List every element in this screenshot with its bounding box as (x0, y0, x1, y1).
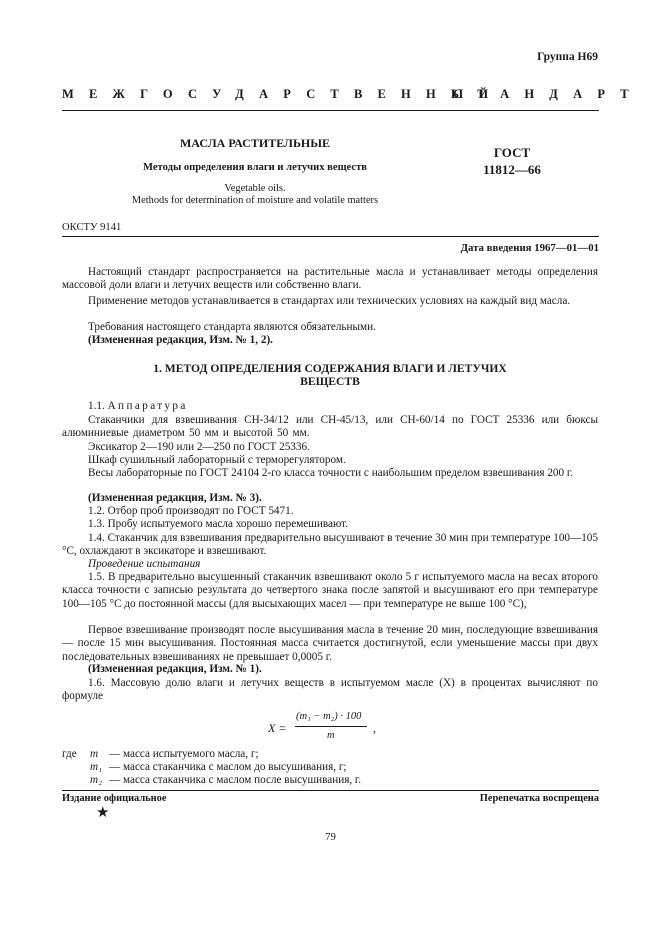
clause-1-6: 1.6. Массовую долю влаги и летучих веществ в испытуемом масле (X) в процентах вычисляют по формуле (62, 677, 598, 703)
title-main: МАСЛА РАСТИТЕЛЬНЫЕ (179, 136, 331, 150)
amendment-note-3: (Измененная редакция, Изм. № 3). (88, 492, 262, 504)
page-number: 79 (325, 831, 336, 843)
clause-1-2: 1.2. Отбор проб производят по ГОСТ 5471. (88, 505, 294, 517)
formula (268, 710, 398, 746)
amendment-note-1-2: (Измененная редакция, Изм. № 1, 2). (88, 334, 273, 346)
clause-1-3: 1.3. Пробу испытуемого масла хорошо перемешивают. (88, 518, 349, 530)
star-icon: ★ (96, 805, 110, 821)
intro-paragraph-2: Применение методов устанавливается в стандартах или технических условиях на каждый вид масла. (88, 295, 571, 307)
group-code: Группа Н69 (537, 51, 598, 63)
footer-rule (62, 790, 599, 791)
clause-1-5: 1.5. В предварительно высушенный стаканчик взвешивают около 5 г испытуемого масла на весах второго класса точности с записью результата до четвертого знака после запятой и высушивают его при температуре 100—105 °С до постоянной массы (для высыхающих масел — при температуре не выше 100 °С), (62, 571, 598, 610)
variable-prefix: где (62, 748, 77, 760)
apparatus-scales: Весы лабораторные по ГОСТ 24104 2-го класса точности с наибольшим пределом взвешивания 200 г. (88, 467, 574, 479)
official-edition: Издание официальное (62, 793, 167, 804)
variable-description: — масса стаканчика с маслом до высушивания, г; (109, 761, 347, 773)
intro-date: Дата введения 1967—01—01 (460, 242, 599, 254)
clause-1-1-title: Аппаратура (107, 400, 188, 412)
intro-paragraph-1: Настоящий стандарт распространяется на растительные масла и устанавливает методы определения массовой доли влаги и летучих веществ или собственно влаги. (62, 266, 598, 292)
variable-symbol: m (90, 748, 99, 760)
banner-standard: СТАНДАРТ (453, 87, 644, 101)
clause-1-4: 1.4. Стаканчик для взвешивания предварительно высушивают в течение 30 мин при температуре 100—105 °С, охлаждают в эксикаторе и взвешивают. (62, 532, 598, 558)
formula-lhs: X = (268, 721, 287, 735)
reprint-prohibited: Перепечатка воспрещена (479, 793, 599, 804)
title-sub: Методы определения влаги и летучих веществ (142, 162, 368, 173)
amendment-note-1: (Измененная редакция, Изм. № 1). (88, 663, 262, 675)
top-rule (62, 110, 599, 111)
title-en-main: Vegetable oils. (224, 183, 286, 194)
formula-denominator: m (327, 730, 335, 741)
formula-comma: , (373, 721, 376, 735)
apparatus-oven: Шкаф сушильный лабораторный с терморегулятором. (88, 454, 346, 466)
clause-1-1-heading (62, 400, 598, 413)
okstu-code: ОКСТУ 9141 (62, 222, 122, 233)
section-1-heading-line-2: ВЕЩЕСТВ (300, 375, 360, 388)
apparatus-beakers: Стаканчики для взвешивания СН-34/12 или СН-45/13, или СН-60/14 по ГОСТ 25336 или бюксы алюминиевые диаметром 50 мм и высотой 50 мм. (62, 414, 598, 440)
clause-1-5-continued: Первое взвешивание производят после высушивания масла в течение 20 мин, последующие взвешивания — после 15 мин высушивания. Постоянная масса считается достигнутой, если уменьшение массы при двух последовательных взвешиваниях не превышает 0,0005 г. (62, 624, 598, 663)
mid-rule (62, 236, 599, 237)
title-en-sub: Methods for determination of moisture and volatile matters (131, 195, 379, 206)
variable-symbol: m₂ (90, 774, 102, 786)
variable-symbol: m₁ (90, 761, 102, 773)
apparatus-desiccator: Эксикатор 2—190 или 2—250 по ГОСТ 25336. (88, 441, 310, 453)
intro-paragraph-3: Требования настоящего стандарта являются обязательными. (88, 321, 376, 333)
formula-fraction-bar (295, 726, 367, 727)
section-1-heading-line-1: 1. МЕТОД ОПРЕДЕЛЕНИЯ СОДЕРЖАНИЯ ВЛАГИ И ЛЕТУЧИХ (153, 362, 507, 375)
banner-interstate: МЕЖГОСУДАРСТВЕННЫЙ (62, 87, 504, 101)
clause-1-1-number: 1.1. (88, 400, 105, 412)
variable-description: — масса испытуемого масла, г; (109, 748, 259, 760)
gost-number: 11812—66 (483, 162, 541, 177)
variable-description: — масса стаканчика с маслом после высушивания, г. (109, 774, 362, 786)
formula-numerator: (m₁ − m₂) · 100 (296, 711, 362, 722)
gost-label: ГОСТ (493, 145, 531, 160)
test-procedure-heading: Проведение испытания (88, 558, 201, 570)
